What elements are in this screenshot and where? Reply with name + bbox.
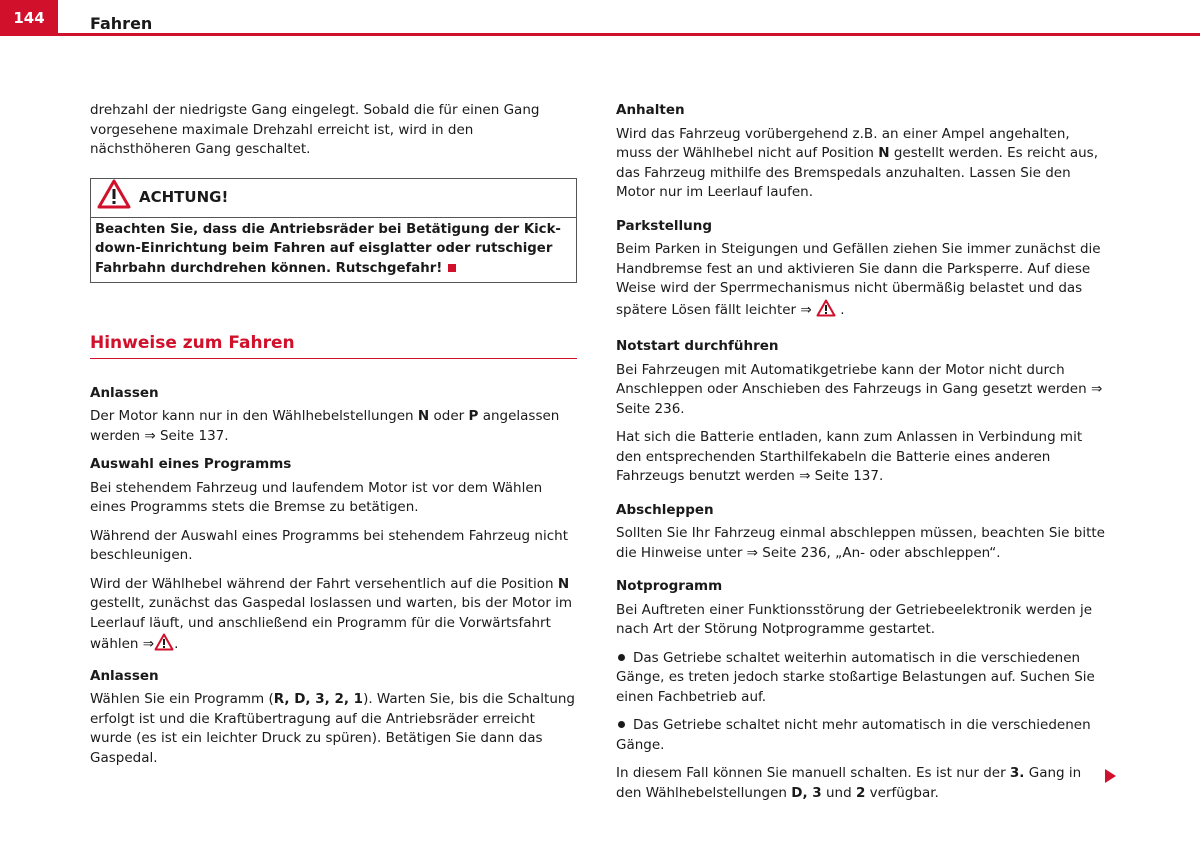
bold-text: N <box>417 408 430 424</box>
paragraph-notstart-2: Hat sich die Batterie entladen, kann zum Anlassen in Verbindung mit den entsprechenden Starthilfekabeln die Batterie eines anderen Fahrzeugs benutzt werden ⇒ Seite 137. <box>616 429 1083 484</box>
bold-text: D, 3 <box>791 784 822 801</box>
subheading-parkstellung: Parkstellung <box>616 217 713 234</box>
left-column <box>90 101 577 777</box>
subheading-abschleppen: Abschleppen <box>616 501 714 518</box>
page-reference[interactable]: angelassen werden ⇒ Seite 137. <box>90 408 560 444</box>
warning-triangle-icon <box>97 179 131 216</box>
header-rule <box>58 33 1200 36</box>
bold-text: N <box>557 575 570 592</box>
page-header <box>0 0 1200 36</box>
warning-title: ACHTUNG! <box>139 187 229 206</box>
bullet-icon <box>618 721 625 728</box>
bullet-icon <box>618 654 625 661</box>
text: Beim Parken in Steigungen und Gefällen ziehen Sie immer zunächst die Handbremse fest an und aktivieren Sie dann die Parksperre. Auf diese Weise wird der Sperrmechanismus nicht übermäßig belastet und das spätere Lösen fällt leichter ⇒ <box>616 241 1101 318</box>
paragraph-notstart-1: Bei Fahrzeugen mit Automatikgetriebe kann der Motor nicht durch Anschleppen oder Anschieben des Fahrzeugs in Gang gesetzt werden ⇒ Seite 236. <box>616 361 1103 417</box>
warning-box <box>90 178 577 284</box>
text: Gang in den Wählhebelstellungen <box>616 765 1082 801</box>
right-column <box>616 101 1106 812</box>
text: ). Warten Sie, bis die Schaltung erfolgt ist und die Kraftübertragung auf die Antriebsräder erreicht wurde (es ist ein leichter Druck zu spüren). Betätigen Sie dann das Gaspedal. <box>90 691 575 766</box>
list-item <box>616 649 1106 708</box>
paragraph-notprogramm-2 <box>616 764 1106 803</box>
subheading-auswahl: Auswahl eines Programms <box>90 456 292 472</box>
text: gestellt werden. Es reicht aus, das Fahrzeug mithilfe des Bremspedals anzuhalten. Lassen Sie den Motor nur im Leerlauf laufen. <box>616 145 1098 200</box>
next-page-arrow-icon[interactable] <box>1105 769 1116 783</box>
warning-triangle-icon[interactable] <box>154 633 174 658</box>
bold-text: 2 <box>855 784 866 801</box>
subheading-notprogramm: Notprogramm <box>616 578 723 594</box>
text: Wählen Sie ein Programm ( <box>90 691 274 707</box>
bold-text: R, D, 3, 2, 1 <box>273 691 364 707</box>
list-item-text: Das Getriebe schaltet nicht mehr automatisch in die verschiedenen Gänge. <box>616 717 1091 753</box>
subheading-anlassen-2: Anlassen <box>90 667 159 684</box>
text: gestellt, zunächst das Gaspedal loslassen und warten, bis der Motor im Leerlauf läuft, und anschließend ein Programm für die Vorwärtsfahrt wählen ⇒ <box>90 595 573 652</box>
text: Wird das Fahrzeug vorübergehend z.B. an einer Ampel angehalten, muss der Wählhebel nicht auf Position <box>616 125 1070 161</box>
chapter-title: Fahren <box>90 14 153 33</box>
list-item <box>616 716 1106 755</box>
text: verfügbar. <box>865 784 939 801</box>
paragraph-anhalten <box>616 125 1106 203</box>
warning-header <box>91 179 576 218</box>
paragraph-abschleppen: Sollten Sie Ihr Fahrzeug einmal abschleppen müssen, beachten Sie bitte die Hinweise unter ⇒ Seite 236, „An- oder abschleppen“. <box>616 525 1105 561</box>
list-item-text: Das Getriebe schaltet weiterhin automatisch in die verschiedenen Gänge, es treten jedoch starke stoßartige Belastungen auf. Suchen Sie einen Fachbetrieb auf. <box>616 649 1095 705</box>
text: oder <box>429 408 469 424</box>
paragraph-parkstellung <box>616 240 1106 323</box>
paragraph-auswahl-1: Bei stehendem Fahrzeug und laufendem Motor ist vor dem Wählen eines Programms stets die Bremse zu betätigen. <box>90 479 543 515</box>
paragraph-auswahl-3 <box>90 575 577 658</box>
end-marker-icon <box>448 264 456 272</box>
bold-text: P <box>468 408 479 424</box>
paragraph-auswahl-2: Während der Auswahl eines Programms bei stehendem Fahrzeug nicht beschleunigen. <box>90 527 568 563</box>
section-heading: Hinweise zum Fahren <box>90 334 577 359</box>
text: . <box>836 301 845 318</box>
page-number: 144 <box>0 0 58 36</box>
bold-text: N <box>878 145 890 161</box>
text: . <box>174 636 179 652</box>
intro-paragraph: drehzahl der niedrigste Gang eingelegt. Sobald die für einen Gang vorgesehene maximale Drehzahl erreicht ist, wird in den nächsthöheren Gang geschaltet. <box>90 102 540 157</box>
subheading-anhalten: Anhalten <box>616 102 685 118</box>
paragraph-anlassen <box>90 407 577 446</box>
warning-triangle-icon[interactable] <box>816 299 836 324</box>
bold-text: 3. <box>1009 765 1025 781</box>
text: Wird der Wählhebel während der Fahrt versehentlich auf die Position <box>90 575 558 592</box>
text: und <box>821 784 856 801</box>
subheading-anlassen: Anlassen <box>90 384 159 401</box>
paragraph-notprogramm: Bei Auftreten einer Funktionsstörung der Getriebeelektronik werden je nach Art der Störung Notprogramme gestartet. <box>616 601 1093 637</box>
paragraph-anlassen-2 <box>90 690 577 768</box>
subheading-notstart: Notstart durchführen <box>616 338 779 354</box>
text: Der Motor kann nur in den Wählhebelstellungen <box>90 408 418 424</box>
warning-text-block <box>91 218 576 283</box>
text: In diesem Fall können Sie manuell schalten. Es ist nur der <box>616 765 1010 781</box>
warning-text: Beachten Sie, dass die Antriebsräder bei Betätigung der Kick-down-Einrichtung beim Fahren auf eisglatter oder rutschiger Fahrbahn durchdrehen können. Rutschgefahr! <box>95 221 561 276</box>
